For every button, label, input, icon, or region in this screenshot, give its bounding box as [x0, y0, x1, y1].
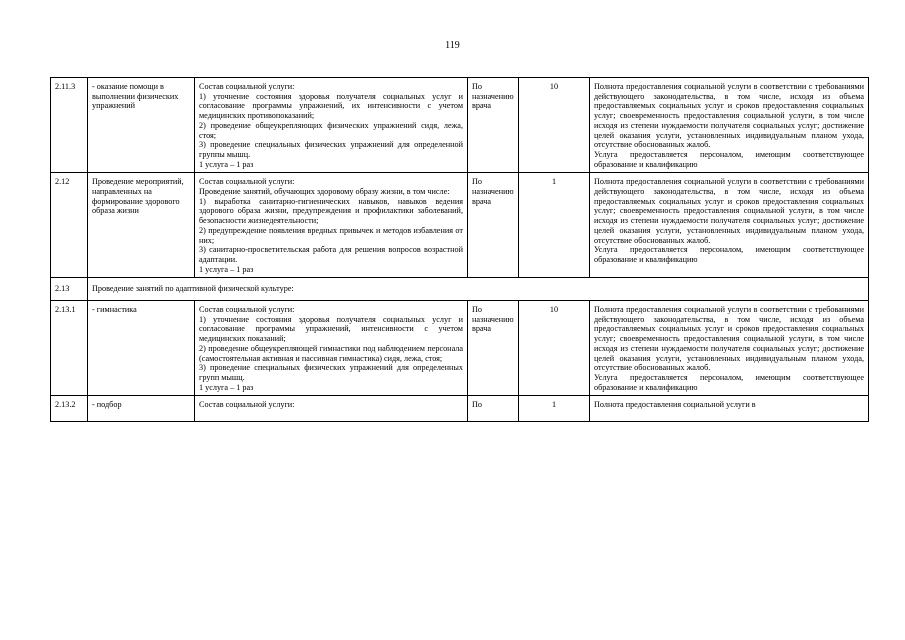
service-norm: 1	[519, 396, 590, 422]
service-norm: 10	[519, 78, 590, 173]
table-row	[51, 396, 869, 422]
service-quality: Полнота предоставления социальной услуги в соответствии с требованиями действующего законодательства, в том числе, исходя из объема предоставляемых социальных услуг и сроков предоставления социальных услуг; своевременность предоставления социальной услуги, в том числе исходя из степени нуждаемости получателя социальных услуг; достижение целей оказания услуги, установленных индивидуальным планом ухода, отсутствие обоснованных жалоб. Услуга предоставляется персоналом, имеющим соответствующее образование и квалификацию	[590, 78, 869, 173]
page-number: 119	[445, 40, 460, 51]
row-number: 2.13.2	[51, 396, 88, 422]
service-name: - гимнастика	[88, 301, 195, 396]
table-row	[51, 173, 869, 278]
service-content: Состав социальной услуги: 1) уточнение состояния здоровья получателя социальных услуг и согласование программы упражнений, интенсивности с учетом медицинских показаний; 2) проведение общеукрепляющей гимнастики под наблюдением персонала (самостоятельная активная и пассивная гимнастика) сидя, лежа, стоя; 3) проведение специальных физических упражнений для определенных групп мышц. 1 услуга – 1 раз	[195, 301, 468, 396]
service-quality: Полнота предоставления социальной услуги в	[590, 396, 869, 422]
row-number: 2.11.3	[51, 78, 88, 173]
service-name: - оказание помощи в выполнении физических упражнений	[88, 78, 195, 173]
table-row	[51, 78, 869, 173]
service-quality: Полнота предоставления социальной услуги в соответствии с требованиями действующего законодательства, в том числе, исходя из объема предоставляемых социальных услуг и сроков предоставления социальных услуг; своевременность предоставления социальной услуги, в том числе исходя из степени нуждаемости получателя социальных услуг; достижение целей оказания услуги, установленных индивидуальным планом ухода, отсутствие обоснованных жалоб. Услуга предоставляется персоналом, имеющим соответствующее образование и квалификацию	[590, 301, 869, 396]
service-condition: По назначению врача	[468, 301, 519, 396]
row-number: 2.13.1	[51, 301, 88, 396]
service-condition: По назначению врача	[468, 173, 519, 278]
service-content: Состав социальной услуги: Проведение занятий, обучающих здоровому образу жизни, в том числе: 1) выработка санитарно-гигиенических навыков, навыков ведения здорового образа жизни, предупреждения и профилактики заболеваний, безопасности жизнедеятельности; 2) предупреждение появления вредных привычек и методов избавления от них; 3) санитарно-просветительская работа для решения вопросов возрастной адаптации. 1 услуга – 1 раз	[195, 173, 468, 278]
service-norm: 10	[519, 301, 590, 396]
table-row	[51, 301, 869, 396]
service-condition: По	[468, 396, 519, 422]
service-name: - подбор	[88, 396, 195, 422]
section-title: Проведение занятий по адаптивной физической культуре:	[88, 278, 869, 301]
service-content: Состав социальной услуги:	[195, 396, 468, 422]
services-table	[50, 77, 869, 422]
service-condition: По назначению врача	[468, 78, 519, 173]
service-name: Проведение мероприятий, направленных на формирование здорового образа жизни	[88, 173, 195, 278]
service-quality: Полнота предоставления социальной услуги в соответствии с требованиями действующего законодательства, в том числе, исходя из объема предоставляемых социальных услуг и сроков предоставления социальных услуг; своевременность предоставления социальной услуги, в том числе исходя из степени нуждаемости получателя социальных услуг; достижение целей оказания услуги, установленных индивидуальным планом ухода, отсутствие обоснованных жалоб. Услуга предоставляется персоналом, имеющим соответствующее образование и квалификацию	[590, 173, 869, 278]
row-number: 2.13	[51, 278, 88, 301]
section-row	[51, 278, 869, 301]
service-norm: 1	[519, 173, 590, 278]
row-number: 2.12	[51, 173, 88, 278]
service-content: Состав социальной услуги: 1) уточнение состояния здоровья получателя социальных услуг и согласование программы упражнений, их интенсивности с учетом медицинских противопоказаний; 2) проведение общеукрепляющих физических упражнений сидя, лежа, стоя; 3) проведение специальных физических упражнений для определенной группы мышц. 1 услуга – 1 раз	[195, 78, 468, 173]
